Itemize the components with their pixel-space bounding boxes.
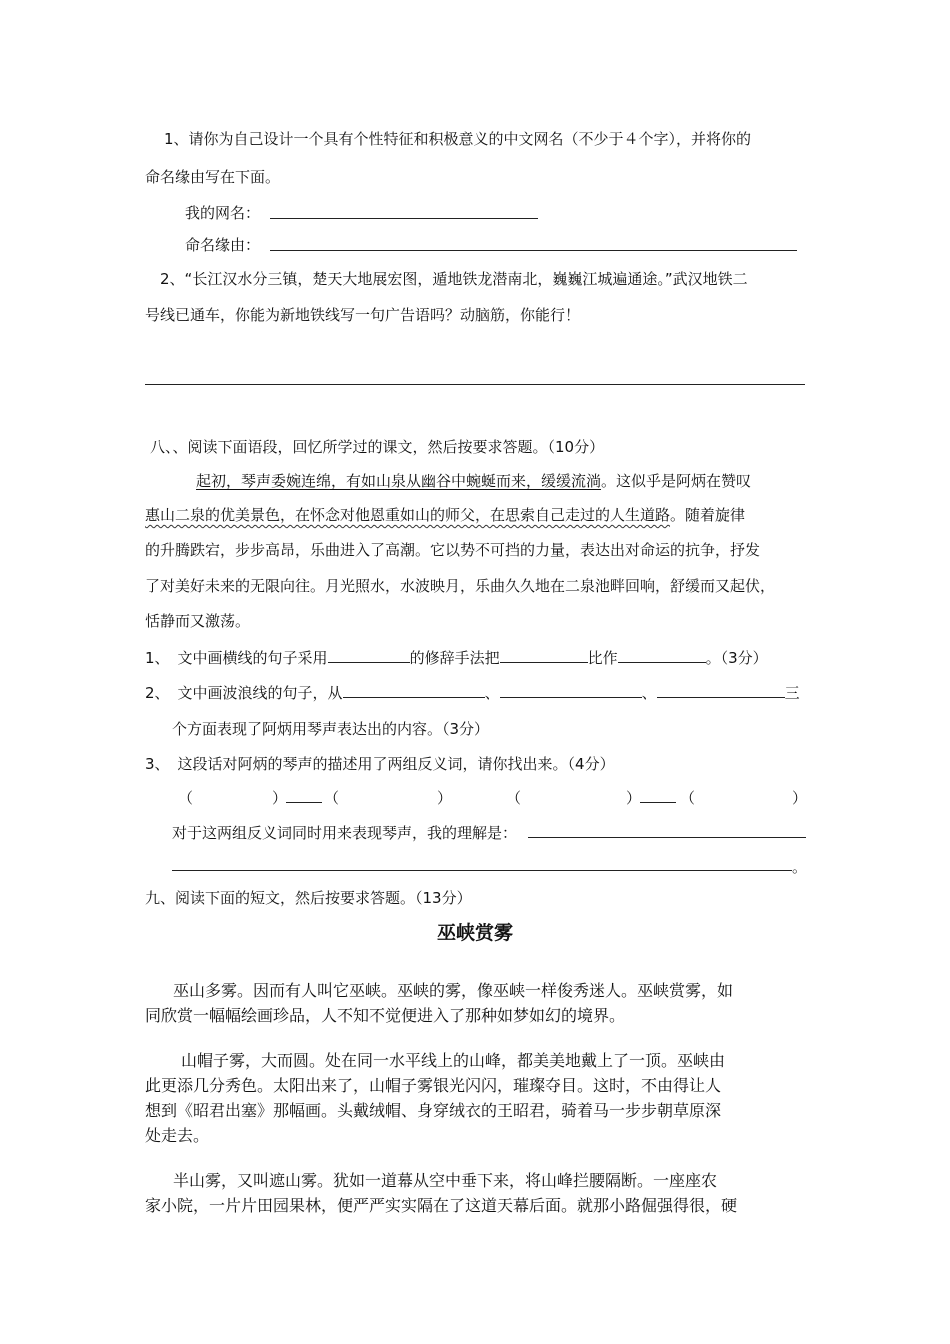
wavy-sentence: 惠山二泉的优美景色，在怀念对他恩重如山的师父，在思索自己走过的人生道路 bbox=[145, 506, 671, 524]
para3-line2: 家小院，一片片田园果林，便严严实实隔在了这道天幕后面。就那小路倔强得很，硬 bbox=[145, 1196, 738, 1215]
reason-answer-line[interactable] bbox=[270, 250, 797, 251]
q8-2-line2: 个方面表现了阿炳用琴声表达出的内容。（3分） bbox=[172, 720, 490, 738]
understanding-line2[interactable] bbox=[172, 870, 792, 871]
aspect3-blank[interactable] bbox=[657, 683, 785, 698]
aspect1-blank[interactable] bbox=[343, 683, 485, 698]
para2-line4: 处走去。 bbox=[145, 1126, 210, 1145]
para2-line2: 此更添几分秀色。太阳出来了，山帽子雾银光闪闪，璀璨夺目。这时，不由得让人 bbox=[145, 1076, 722, 1095]
antonym-dash-1 bbox=[286, 802, 322, 803]
q8-1 bbox=[145, 647, 768, 668]
netname-answer-line[interactable] bbox=[270, 218, 538, 219]
antonym1-close: ） bbox=[272, 789, 288, 807]
q8-3-num: 3、 bbox=[145, 755, 170, 773]
netname-label: 我的网名： bbox=[185, 204, 261, 222]
q8-1-text-c: 比作 bbox=[587, 649, 618, 667]
q8-1-text-d: 。（3分） bbox=[705, 649, 768, 667]
rhetoric-blank[interactable] bbox=[328, 648, 410, 663]
passage-line2-rest: 。随着旋律 bbox=[670, 506, 746, 524]
compared-to-blank[interactable] bbox=[618, 648, 706, 663]
antonym3-close: ） bbox=[626, 789, 642, 807]
antonym4-close: ） bbox=[792, 789, 808, 807]
reason-label: 命名缘由： bbox=[185, 236, 261, 254]
q8-2-num: 2、 bbox=[145, 684, 170, 702]
object-blank[interactable] bbox=[500, 648, 588, 663]
article-title: 巫峡赏雾 bbox=[436, 922, 513, 944]
aspect2-blank[interactable] bbox=[500, 683, 642, 698]
antonym3-open: （ bbox=[506, 789, 522, 807]
para3-line1: 半山雾，又叫遮山雾。犹如一道幕从空中垂下来，将山峰拦腰隔断。一座座农 bbox=[173, 1171, 718, 1190]
understanding-end: 。 bbox=[792, 858, 808, 876]
passage-line3: 的升腾跌宕，步步高昂，乐曲进入了高潮。它以势不可挡的力量，表达出对命运的抗争，抒发 bbox=[145, 541, 761, 559]
para2-line1: 山帽子雾，大而圆。处在同一水平线上的山峰，都美美地戴上了一顶。巫峡由 bbox=[181, 1051, 726, 1070]
antonym-dash-2 bbox=[640, 802, 676, 803]
q8-1-num: 1、 bbox=[145, 649, 170, 667]
q1-line2: 命名缘由写在下面。 bbox=[145, 168, 281, 186]
q8-3 bbox=[145, 753, 615, 774]
underlined-sentence: 起初，琴声委婉连绵，有如山泉从幽谷中蜿蜒而来，缓缓流淌 bbox=[196, 472, 602, 490]
antonym2-open: （ bbox=[324, 789, 340, 807]
passage-line2 bbox=[145, 504, 745, 525]
q8-2-text-a: 文中画波浪线的句子，从 bbox=[177, 684, 343, 702]
understanding-label: 对于这两组反义词同时用来表现琴声，我的理解是： bbox=[172, 824, 518, 842]
antonym1-open: （ bbox=[178, 789, 194, 807]
q8-2-sep2: 、 bbox=[641, 684, 657, 702]
q8-2-sep1: 、 bbox=[484, 684, 500, 702]
section9-heading: 九、阅读下面的短文，然后按要求答题。（13分） bbox=[145, 889, 472, 907]
passage-line5: 恬静而又激荡。 bbox=[145, 612, 251, 630]
para1-line1: 巫山多雾。因而有人叫它巫峡。巫峡的雾，像巫峡一样俊秀迷人。巫峡赏雾，如 bbox=[173, 981, 734, 1000]
passage-line1 bbox=[196, 470, 751, 491]
q8-1-text-a: 文中画横线的句子采用 bbox=[177, 649, 328, 667]
q2-line1: 2、“长江汉水分三镇，楚天大地展宏图，遁地铁龙潜南北，巍巍江城遍通途。”武汉地铁二 bbox=[160, 270, 748, 288]
q8-2-text-b: 三 bbox=[784, 684, 800, 702]
understanding-line1[interactable] bbox=[528, 837, 806, 838]
para1-line2: 同欣赏一幅幅绘画珍品，人不知不觉便进入了那种如梦如幻的境界。 bbox=[145, 1006, 626, 1025]
q8-1-text-b: 的修辞手法把 bbox=[409, 649, 500, 667]
section8-heading: 八、、阅读下面语段，回忆所学过的课文，然后按要求答题。（10分） bbox=[150, 438, 605, 456]
q8-3-text: 这段话对阿炳的琴声的描述用了两组反义词，请你找出来。（4分） bbox=[177, 755, 615, 773]
passage-line1-rest: 。这似乎是阿炳在赞叹 bbox=[601, 472, 752, 490]
antonym2-close: ） bbox=[437, 789, 453, 807]
antonym4-open: （ bbox=[680, 789, 696, 807]
q8-2 bbox=[145, 682, 800, 703]
para2-line3: 想到《昭君出塞》那幅画。头戴绒帽、身穿绒衣的王昭君，骑着马一步步朝草原深 bbox=[145, 1101, 722, 1120]
q1-line1: 1、请你为自己设计一个具有个性特征和积极意义的中文网名（不少于４个字），并将你的 bbox=[164, 130, 752, 148]
q2-line2: 号线已通车，你能为新地铁线写一句广告语吗？动脑筋，你能行！ bbox=[145, 306, 581, 324]
slogan-answer-line[interactable] bbox=[145, 384, 805, 385]
passage-line4: 了对美好未来的无限向往。月光照水，水波映月，乐曲久久地在二泉池畔回响，舒缓而又起伏， bbox=[145, 577, 776, 595]
